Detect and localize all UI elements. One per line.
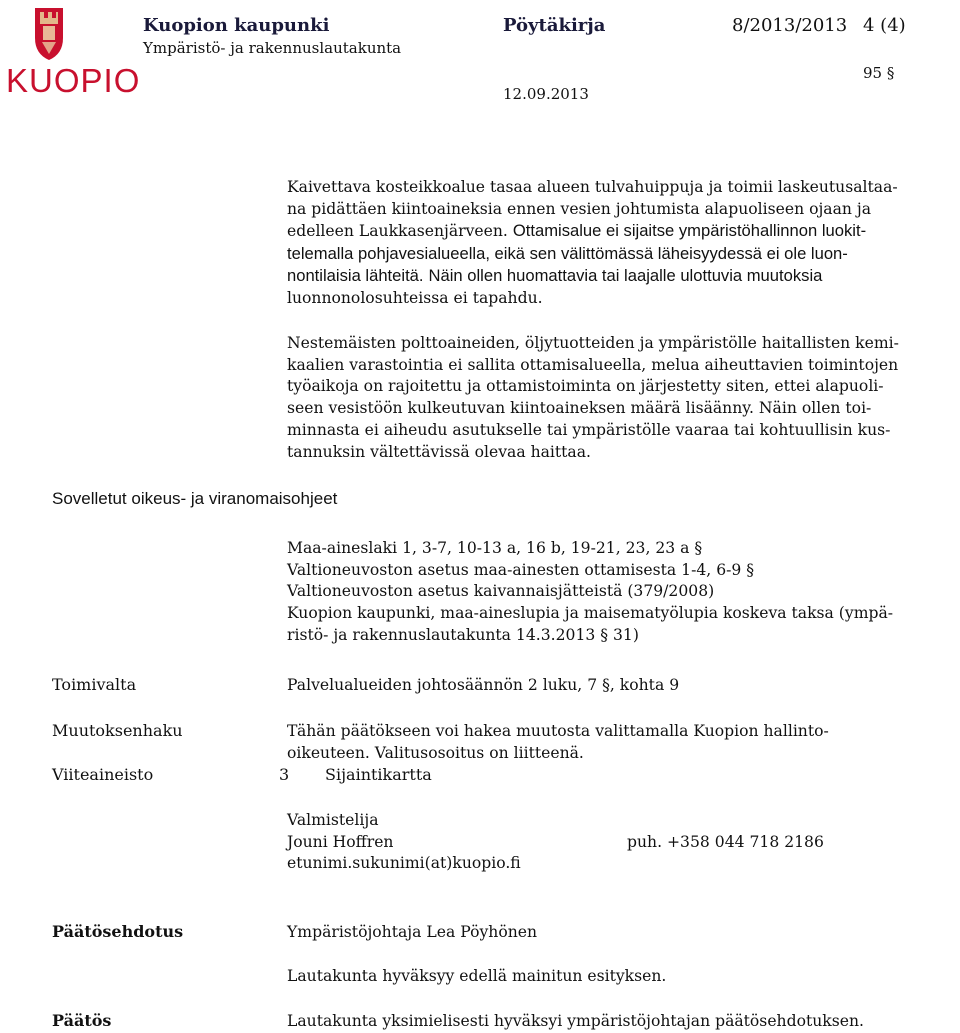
valmistelija-phone: puh. +358 044 718 2186 bbox=[627, 833, 824, 851]
viiteaineisto-number: 3 bbox=[279, 765, 290, 784]
paatos-text: Lautakunta yksimielisesti hyväksyi ympäristöjohtajan päätösehdotuksen. bbox=[287, 1012, 864, 1030]
muutoksenhaku-label: Muutoksenhaku bbox=[52, 721, 183, 740]
law-item: Valtioneuvoston asetus maa-ainesten ottamisesta 1-4, 6-9 § bbox=[287, 560, 755, 579]
para2-line: minnasta ei aiheudu asutukselle tai ympäristölle vaaraa tai kohtuullisin kus- bbox=[287, 420, 891, 439]
board-name: Ympäristö- ja rakennuslautakunta bbox=[143, 39, 402, 57]
meeting-date: 12.09.2013 bbox=[503, 85, 589, 103]
para2-line: työaikoja on rajoitettu ja ottamistoiminta on järjestetty siten, ettei alapuoli- bbox=[287, 377, 884, 396]
para1-line: nontilaisia lähteitä. Näin ollen huomattavia tai laajalle ulottuvia muutoksia bbox=[287, 265, 823, 285]
para1-line: edelleen Laukkasenjärveen. Ottamisalue ei sijaitse ympäristöhallinnon luokit- bbox=[287, 221, 867, 241]
viiteaineisto-label: Viiteaineisto bbox=[52, 765, 154, 784]
section-number: 95 § bbox=[863, 64, 895, 82]
law-item: Valtioneuvoston asetus kaivannaisjätteistä (379/2008) bbox=[287, 582, 715, 601]
para1-line: luonnonolosuhteissa ei tapahdu. bbox=[287, 288, 543, 307]
muutoksenhaku-line: oikeuteen. Valitusosoitus on liitteenä. bbox=[287, 743, 584, 762]
paragraph-1 bbox=[287, 177, 898, 309]
para2-line: kaalien varastointia ei sallita ottamisalueella, melua aiheuttavien toimintojen bbox=[287, 355, 899, 374]
paatos-label: Päätös bbox=[52, 1011, 112, 1030]
paatosehdotus-text: Ympäristöjohtaja Lea Pöyhönen bbox=[287, 923, 538, 941]
organization-name: Kuopion kaupunki bbox=[143, 15, 330, 36]
law-item: Kuopion kaupunki, maa-aineslupia ja maisematyölupia koskeva taksa (ympä- bbox=[287, 604, 894, 623]
valmistelija-block bbox=[287, 810, 521, 875]
kuopio-logo bbox=[4, 4, 141, 99]
law-item: Maa-aineslaki 1, 3-7, 10-13 a, 16 b, 19-21, 23, 23 a § bbox=[287, 539, 703, 557]
logo-wordmark: KUOPIO bbox=[6, 62, 141, 99]
page-number: 4 (4) bbox=[863, 15, 906, 36]
para2-line: Nestemäisten polttoaineiden, öljytuotteiden ja ympäristölle haitallisten kemi- bbox=[287, 334, 899, 352]
para1-line: telemalla pohjavesialueella, eikä sen välittömässä läheisyydessä ei ole luon- bbox=[287, 244, 848, 264]
paatosehdotus-decision: Lautakunta hyväksyy edellä mainitun esityksen. bbox=[287, 967, 667, 985]
valmistelija-label: Valmistelija bbox=[287, 811, 379, 829]
document-number: 8/2013/2013 bbox=[732, 15, 848, 36]
viiteaineisto-text: Sijaintikartta bbox=[325, 765, 432, 784]
toimivalta-label: Toimivalta bbox=[52, 675, 137, 694]
law-item: ristö- ja rakennuslautakunta 14.3.2013 § 31) bbox=[287, 625, 639, 644]
paatosehdotus-label: Päätösehdotus bbox=[52, 922, 184, 941]
para1-line: na pidättäen kiintoaineksia ennen vesien johtumista alapuoliseen ojaan ja bbox=[287, 199, 872, 218]
document-type: Pöytäkirja bbox=[503, 15, 606, 36]
applied-laws-label: Sovelletut oikeus- ja viranomaisohjeet bbox=[52, 489, 338, 508]
muutoksenhaku-line: Tähän päätökseen voi hakea muutosta valittamalla Kuopion hallinto- bbox=[287, 722, 829, 740]
toimivalta-text: Palvelualueiden johtosäännön 2 luku, 7 §, kohta 9 bbox=[287, 676, 680, 694]
para2-line: tannuksin vältettävissä olevaa haittaa. bbox=[287, 442, 591, 461]
para2-line: seen vesistöön kulkeutuvan kiintoaineksen määrä lisäänny. Näin ollen toi- bbox=[287, 399, 872, 418]
coat-of-arms-icon bbox=[4, 4, 100, 64]
valmistelija-name: Jouni Hoffren bbox=[287, 832, 394, 851]
paragraph-2 bbox=[287, 333, 899, 463]
applied-laws-list bbox=[287, 538, 893, 647]
valmistelija-email: etunimi.sukunimi(at)kuopio.fi bbox=[287, 854, 521, 873]
muutoksenhaku-text bbox=[287, 721, 829, 764]
para1-line: Kaivettava kosteikkoalue tasaa alueen tulvahuippuja ja toimii laskeutusaltaa- bbox=[287, 178, 898, 196]
